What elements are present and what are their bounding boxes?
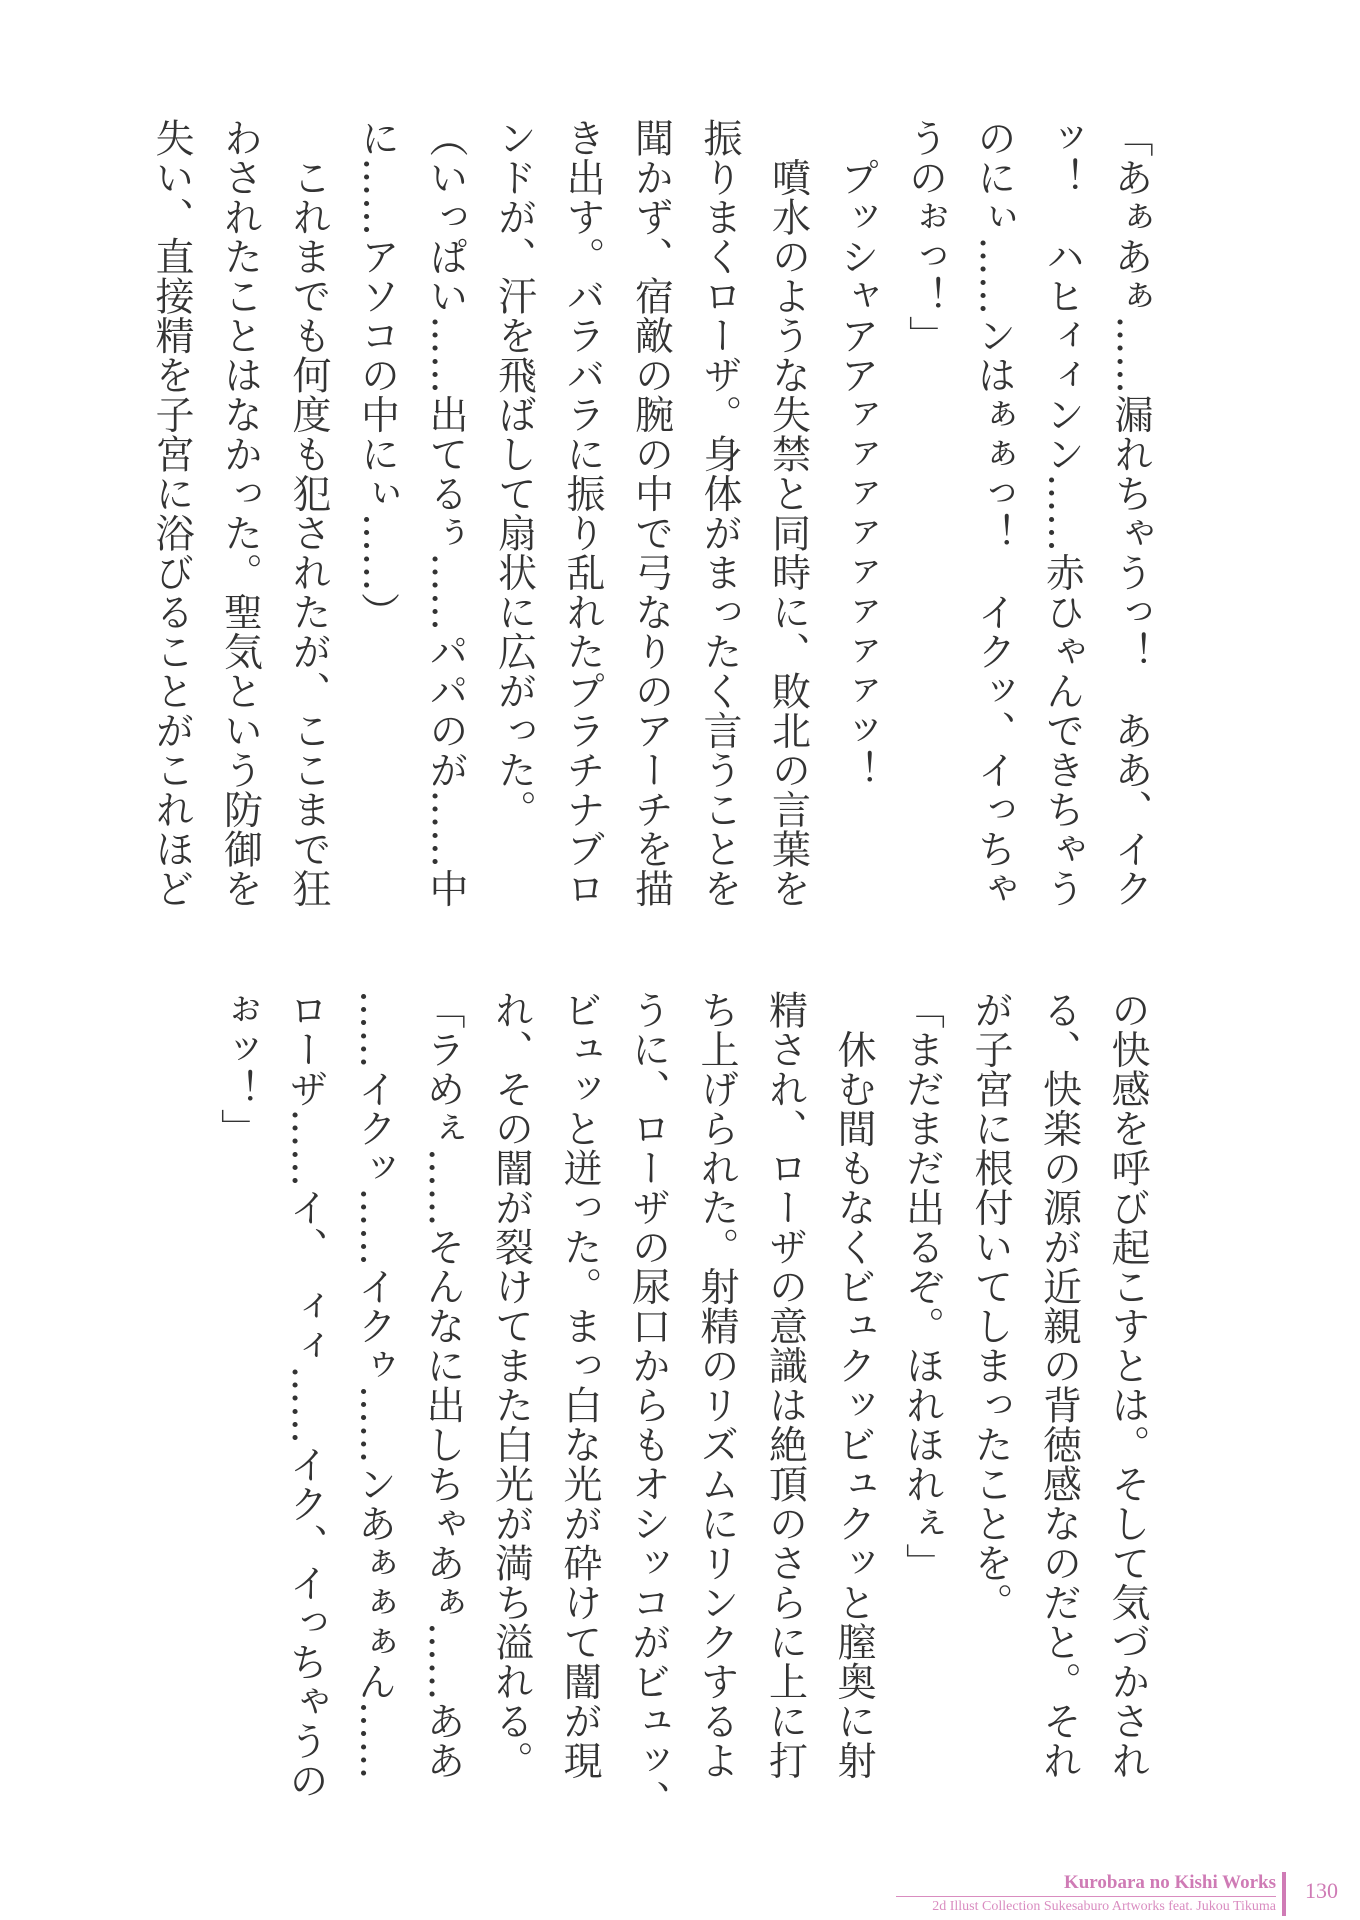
footer-divider [896, 1896, 1276, 1897]
text-column: れ、その闇が裂けてまた白光が満ち溢れる。 [488, 990, 534, 1780]
page-number-separator [1282, 1872, 1286, 1916]
text-column: が子宮に根付いてしまったことを。 [968, 990, 1013, 1622]
text-column: 噴水のような失禁と同時に、敗北の言葉を [765, 118, 811, 908]
text-column: ち上げられた。射精のリズムにリンクするよ [694, 990, 739, 1780]
text-column: わされたことはなかった。聖気という防御を [217, 118, 263, 908]
text-column: ビュッと迸った。まっ白な光が砕けて闇が現 [557, 990, 602, 1780]
lower-text-block [0, 990, 1360, 1820]
text-column: 振りまくローザ。身体がまったく言うことを [697, 118, 742, 908]
page-number: 130 [1305, 1878, 1338, 1903]
text-column: ンドが、汗を飛ばして扇状に広がった。 [491, 118, 537, 829]
text-column: ぉッ！」 [214, 990, 260, 1148]
text-column: プッシャアアァァァァァァァァッ！ [834, 118, 879, 790]
text-column: の快感を呼び起こすとは。そして気づかされ [1105, 990, 1150, 1780]
text-column: これまでも何度も犯されたが、ここまで狂 [286, 118, 331, 908]
text-column: る、快楽の源が近親の背徳感なのだと。それ [1036, 990, 1082, 1780]
text-column: のにぃ……ンはぁぁっ！ イクッ、イっちゃ [971, 118, 1016, 908]
upper-text-block [0, 118, 1360, 918]
text-column: 精され、ローザの意識は絶頂のさらに上に打 [762, 990, 808, 1780]
footer-title: Kurobara no Kishi Works [1063, 1872, 1276, 1893]
page-footer [0, 1868, 1360, 1920]
text-column: 「ラめぇ……そんなに出しちゃあぁ……ああ [420, 990, 465, 1780]
text-column: き出す。バラバラに振り乱れたプラチナブロ [560, 118, 605, 908]
text-column: 休む間もなくビュクッビュクッと膣奥に射 [831, 990, 876, 1780]
text-column: ッ！ ハヒィィンン……赤ひゃんできちゃう [1039, 118, 1085, 908]
text-column: 失い、直接精を子宮に浴びることがこれほど [149, 118, 194, 908]
text-column: うのぉっ！」 [902, 118, 948, 355]
text-column: 「まだまだ出るぞ。ほれほれぇ」 [899, 990, 945, 1583]
footer-subtitle: 2d Illust Collection Sukesaburo Artworks feat. Jukou Tikuma [932, 1899, 1276, 1914]
text-column: 「あぁあぁ……漏れちゃうっ！ ああ、イク [1108, 118, 1153, 908]
text-column: に……アソコの中にぃ……） [354, 118, 400, 632]
text-column: ……イクッ……イクゥ……ンあぁぁぁん…… [351, 990, 397, 1780]
text-column: （いっぱい……出てるぅ……パパのが……中 [423, 118, 468, 908]
text-column: 聞かず、宿敵の腕の中で弓なりのアーチを描 [628, 118, 674, 908]
text-column: うに、ローザの尿口からもオシッコがビュッ、 [625, 990, 671, 1820]
text-column: ローザ……イ、 ィィ……イク、イっちゃうの [283, 990, 328, 1800]
